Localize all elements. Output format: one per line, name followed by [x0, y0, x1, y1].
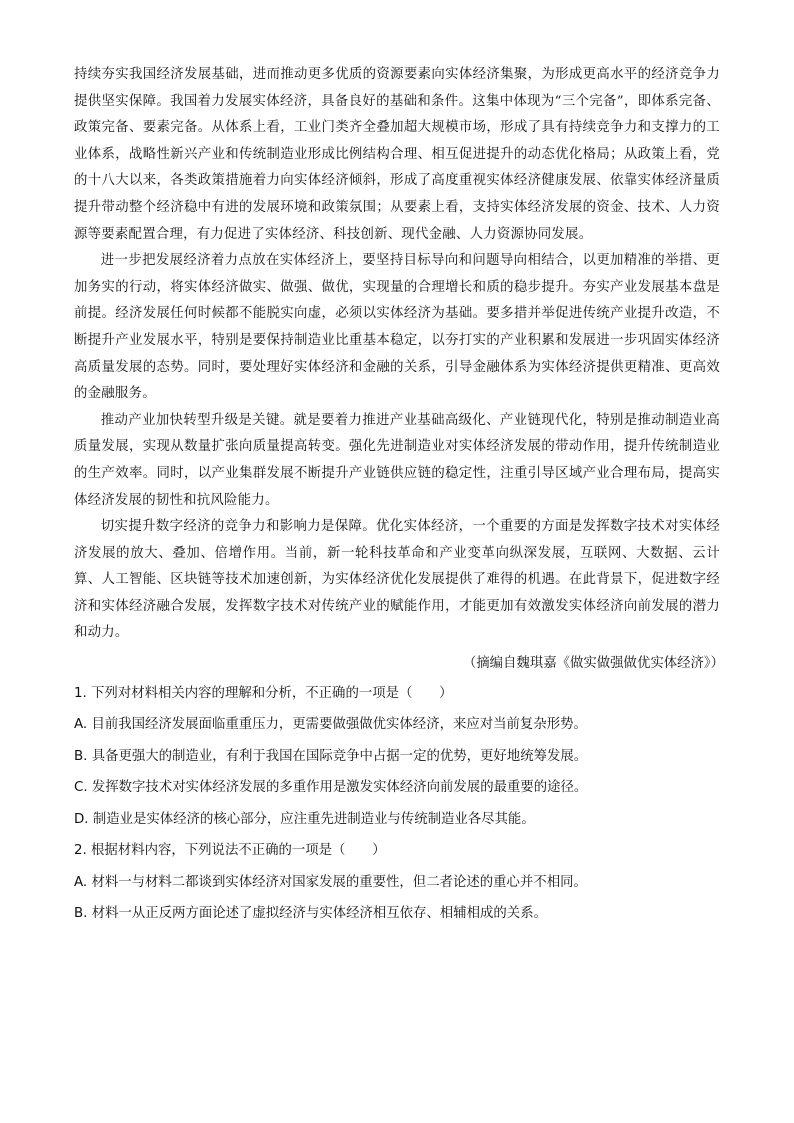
question-2-option-b: B. 材料一从正反两方面论述了虚拟经济与实体经济相互依存、相辅相成的关系。 [74, 906, 547, 922]
question-1-stem: 1. 下列对材料相关内容的理解和分析，不正确的一项是（ ） [74, 685, 453, 701]
question-1-option-a: A. 目前我国经济发展面临重重压力，更需要做强做优实体经济，来应对当前复杂形势。 [74, 717, 587, 733]
passage-source: （摘编自魏琪嘉《做实做强做优实体经济》） [462, 656, 724, 672]
question-1-option-b: B. 具备更强大的制造业，有利于我国在国际竞争中占据一定的优势，更好地统筹发展。 [74, 748, 588, 764]
passage-paragraph-4: 切实提升数字经济的竞争力和影响力是保障。优化实体经济，一个重要的方面是发挥数字技术对实体经济发展的放大、叠加、倍增作用。当前，新一轮科技革命和产业变革向纵深发展，互联网、大数据、云计算、人工智能、区块链等技术加速创新，为实体经济优化发展提供了难得的机遇。在此背景下，促进数字经济和实体经济融合发展，发挥数字技术对传统产业的赋能作用，才能更加有效激发实体经济向前发展的潜力和动力。 [74, 519, 720, 641]
passage-paragraph-2: 进一步把发展经济着力点放在实体经济上，要坚持目标导向和问题导向相结合，以更加精准的举措、更加务实的行动，将实体经济做实、做强、做优，实现量的合理增长和质的稳步提升。夯实产业发展基本盘是前提。经济发展任何时候都不能脱实向虚，必须以实体经济为基础。要多措并举促进传统产业提升改造，不断提升产业发展水平，特别是要保持制造业比重基本稳定，以夯打实的产业积累和发展进一步巩固实体经济高质量发展的态势。同时，要处理好实体经济和金融的关系，引导金融体系为实体经济提供更精准、更高效的金融服务。 [74, 253, 720, 402]
question-1-option-d: D. 制造业是实体经济的核心部分，应注重先进制造业与传统制造业各尽其能。 [74, 811, 535, 827]
page-content [74, 62, 724, 930]
question-1-option-c: C. 发挥数字技术对实体经济发展的多重作用是激发实体经济向前发展的最重要的途径。 [74, 780, 588, 796]
question-2-stem: 2. 根据材料内容，下列说法不正确的一项是（ ） [74, 843, 386, 859]
question-2-option-a: A. 材料一与材料二都谈到实体经济对国家发展的重要性，但二者论述的重心并不相同。 [74, 874, 587, 890]
passage-paragraph-1: 持续夯实我国经济发展基础，进而推动更多优质的资源要素向实体经济集聚，为形成更高水平的经济竞争力提供坚实保障。我国着力发展实体经济，具备良好的基础和条件。这集中体现为“三个完备”，即体系完备、政策完备、要素完备。从体系上看，工业门类齐全叠加超大规模市场，形成了具有持续竞争力和支撑力的工业体系，战略性新兴产业和传统制造业形成比例结构合理、相互促进提升的动态优化格局；从政策上看，党的十八大以来，各类政策措施着力向实体经济倾斜，形成了高度重视实体经济健康发展、依靠实体经济量质提升带动整个经济稳中有进的发展环境和政策氛围；从要素上看，支持实体经济发展的资金、技术、人力资源等要素配置合理，有力促进了实体经济、科技创新、现代金融、人力资源协同发展。 [74, 67, 720, 242]
passage-paragraph-3: 推动产业加快转型升级是关键。就是要着力推进产业基础高级化、产业链现代化，特别是推动制造业高质量发展，实现从数量扩张向质量提高转变。强化先进制造业对实体经济发展的带动作用，提升传统制造业的生产效率。同时，以产业集群发展不断提升产业链供应链的稳定性，注重引导区域产业合理布局，提高实体经济发展的韧性和抗风险能力。 [74, 412, 720, 508]
